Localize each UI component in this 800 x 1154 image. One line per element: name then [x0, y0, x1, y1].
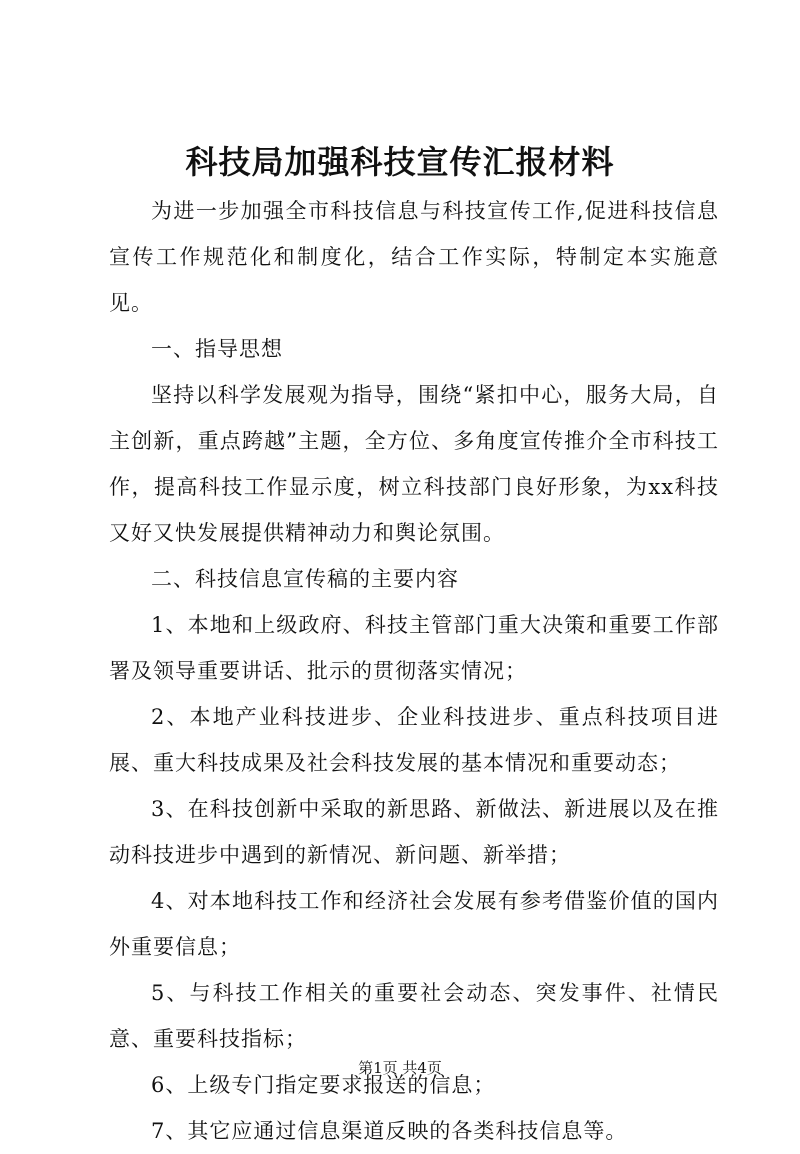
list-item: 1、本地和上级政府、科技主管部门重大决策和重要工作部署及领导重要讲话、批示的贯彻落实情况；	[109, 613, 719, 683]
list-item: 3、在科技创新中采取的新思路、新做法、新进展以及在推动科技进步中遇到的新情况、新问题、新举措；	[109, 797, 719, 867]
list-item: 2、本地产业科技进步、企业科技进步、重点科技项目进展、重大科技成果及社会科技发展的基本情况和重要动态；	[109, 705, 719, 775]
page-footer	[0, 1058, 800, 1078]
guiding-thought-paragraph: 坚持以科学发展观为指导，围绕“紧扣中心，服务大局，自主创新，重点跨越”主题，全方位、多角度宣传推介全市科技工作，提高科技工作显示度，树立科技部门良好形象，为xx科技又好又快发展提供精神动力和舆论氛围。	[109, 383, 719, 545]
intro-paragraph: 为进一步加强全市科技信息与科技宣传工作,促进科技信息宣传工作规范化和制度化，结合工作实际，特制定本实施意见。	[109, 199, 719, 315]
section-heading-main-content: 二、科技信息宣传稿的主要内容	[151, 567, 459, 591]
section-heading-guiding-thought: 一、指导思想	[151, 337, 283, 361]
list-item: 6、上级专门指定要求报送的信息；	[151, 1073, 496, 1097]
list-item: 7、其它应通过信息渠道反映的各类科技信息等。	[151, 1119, 628, 1143]
document-body	[109, 188, 719, 1154]
document-title: 科技局加强科技宣传汇报材料	[185, 143, 615, 181]
list-item: 5、与科技工作相关的重要社会动态、突发事件、社情民意、重要科技指标；	[109, 981, 719, 1051]
page-number: 第1页 共4页	[358, 1059, 442, 1077]
list-item: 4、对本地科技工作和经济社会发展有参考借鉴价值的国内外重要信息；	[109, 889, 719, 959]
